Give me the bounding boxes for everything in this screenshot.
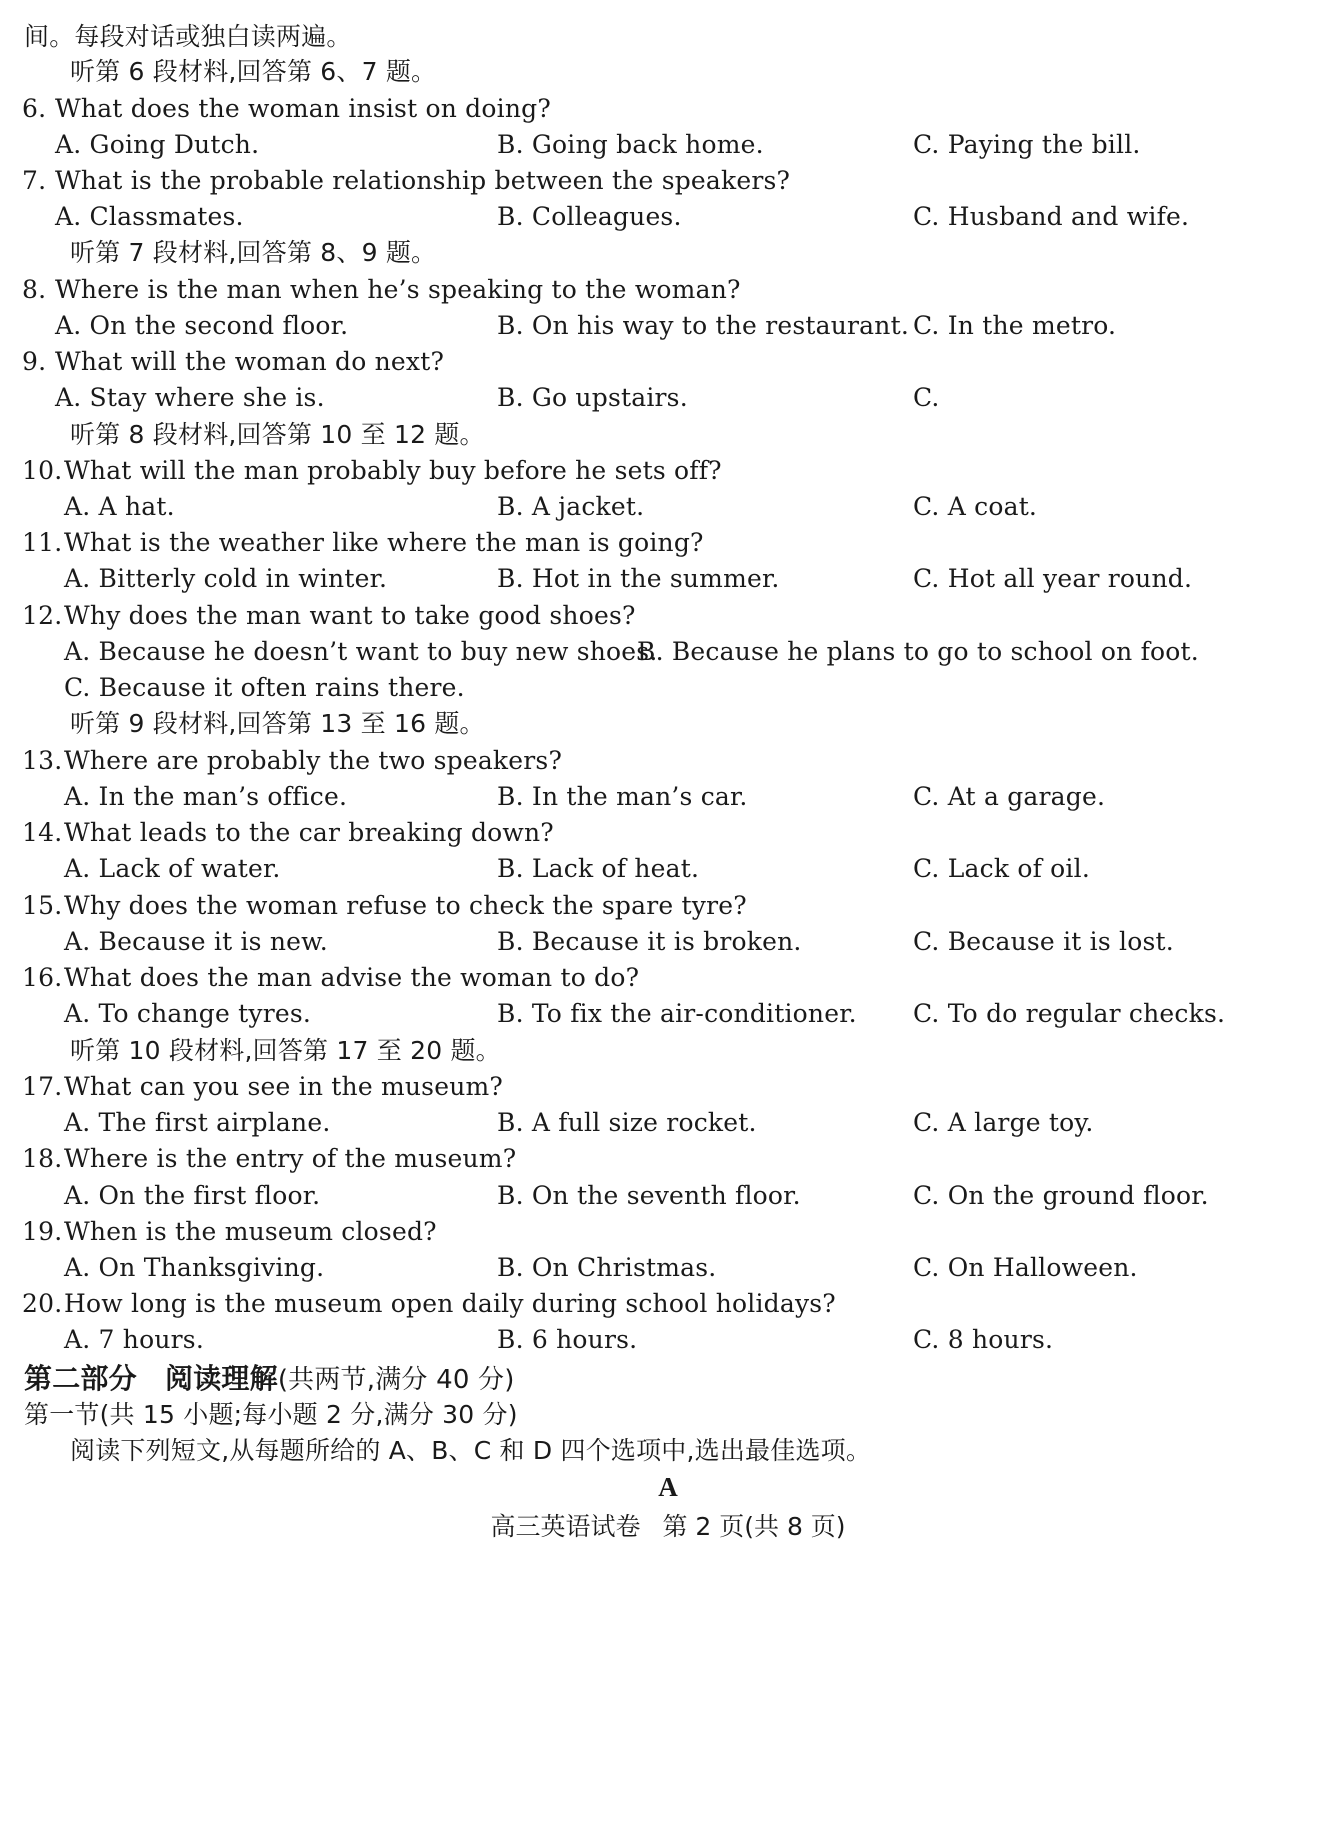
option-b: B. To fix the air-conditioner. bbox=[497, 999, 857, 1028]
question-number: 14. bbox=[22, 818, 63, 847]
option-c: C. A large toy. bbox=[913, 1108, 1094, 1137]
option-b: B. 6 hours. bbox=[497, 1325, 638, 1354]
option-b: B. In the man’s car. bbox=[497, 782, 748, 811]
option-b: B. On the seventh floor. bbox=[497, 1181, 801, 1210]
option-a: A. Because he doesn’t want to buy new shoes. bbox=[64, 637, 658, 666]
question-text: Where is the entry of the museum? bbox=[64, 1144, 517, 1173]
section-instruction: 听第 7 段材料,回答第 8、9 题。 bbox=[70, 238, 437, 267]
footer-page: 第 2 页(共 8 页) bbox=[662, 1512, 846, 1541]
option-a: A. On the second floor. bbox=[55, 311, 349, 340]
option-c: C. A coat. bbox=[913, 492, 1038, 521]
question-text: What is the weather like where the man is going? bbox=[64, 528, 704, 557]
option-b: B. Because he plans to go to school on foot. bbox=[637, 637, 1199, 666]
question-number: 6. bbox=[22, 94, 47, 123]
option-a: A. In the man’s office. bbox=[64, 782, 348, 811]
question-text: Where is the man when he’s speaking to the woman? bbox=[55, 275, 741, 304]
question-number: 10. bbox=[22, 456, 63, 485]
option-a: A. Bitterly cold in winter. bbox=[64, 564, 388, 593]
option-b: B. Because it is broken. bbox=[497, 927, 802, 956]
option-a: A. Stay where she is. bbox=[55, 383, 325, 412]
option-a: A. To change tyres. bbox=[64, 999, 312, 1028]
option-a: A. Lack of water. bbox=[64, 854, 281, 883]
section-instruction: 听第 8 段材料,回答第 10 至 12 题。 bbox=[70, 420, 485, 449]
passage-label: A bbox=[658, 1472, 678, 1502]
question-number: 8. bbox=[22, 275, 47, 304]
option-b: B. A full size rocket. bbox=[497, 1108, 757, 1137]
option-a: A. The first airplane. bbox=[64, 1108, 331, 1137]
option-b: B. Hot in the summer. bbox=[497, 564, 780, 593]
option-c: C. Husband and wife. bbox=[913, 202, 1190, 231]
question-text: How long is the museum open daily during school holidays? bbox=[64, 1289, 836, 1318]
question-number: 17. bbox=[22, 1072, 63, 1101]
option-b: B. Lack of heat. bbox=[497, 854, 700, 883]
option-c: C. At a garage. bbox=[913, 782, 1106, 811]
footer-title: 高三英语试卷 bbox=[490, 1512, 641, 1541]
part2-heading bbox=[24, 1362, 515, 1397]
part2-title: 第二部分 阅读理解 bbox=[24, 1362, 278, 1395]
question-text: Why does the man want to take good shoes? bbox=[64, 601, 636, 630]
option-c: C. Because it often rains there. bbox=[64, 673, 465, 702]
page-footer bbox=[0, 1507, 1336, 1543]
question-number: 9. bbox=[22, 347, 47, 376]
question-number: 16. bbox=[22, 963, 63, 992]
question-text: What can you see in the museum? bbox=[64, 1072, 504, 1101]
option-c: C. bbox=[913, 383, 940, 412]
option-b: B. A jacket. bbox=[497, 492, 645, 521]
option-a: A. Going Dutch. bbox=[55, 130, 260, 159]
section-instruction: 听第 10 段材料,回答第 17 至 20 题。 bbox=[70, 1036, 501, 1065]
option-b: B. Colleagues. bbox=[497, 202, 682, 231]
question-number: 7. bbox=[22, 166, 47, 195]
option-a: A. A hat. bbox=[64, 492, 175, 521]
option-c: C. Paying the bill. bbox=[913, 130, 1141, 159]
question-text: What leads to the car breaking down? bbox=[64, 818, 554, 847]
question-number: 18. bbox=[22, 1144, 63, 1173]
question-text: What will the man probably buy before he sets off? bbox=[64, 456, 722, 485]
option-c: C. Hot all year round. bbox=[913, 564, 1193, 593]
option-c: C. To do regular checks. bbox=[913, 999, 1226, 1028]
option-c: C. In the metro. bbox=[913, 311, 1117, 340]
question-text: What is the probable relationship between the speakers? bbox=[55, 166, 791, 195]
question-number: 19. bbox=[22, 1217, 63, 1246]
option-c: C. Because it is lost. bbox=[913, 927, 1174, 956]
question-number: 11. bbox=[22, 528, 63, 557]
question-text: What does the woman insist on doing? bbox=[55, 94, 551, 123]
option-a: A. On the first floor. bbox=[64, 1181, 321, 1210]
question-number: 20. bbox=[22, 1289, 63, 1318]
intro-tail: 间。每段对话或独白读两遍。 bbox=[24, 22, 352, 51]
question-text: When is the museum closed? bbox=[64, 1217, 437, 1246]
question-number: 15. bbox=[22, 891, 63, 920]
option-b: B. On his way to the restaurant. bbox=[497, 311, 909, 340]
question-text: Why does the woman refuse to check the spare tyre? bbox=[64, 891, 747, 920]
question-number: 13. bbox=[22, 746, 63, 775]
part2-instruction: 阅读下列短文,从每题所给的 A、B、C 和 D 四个选项中,选出最佳选项。 bbox=[70, 1436, 872, 1465]
section-instruction: 听第 6 段材料,回答第 6、7 题。 bbox=[70, 57, 437, 86]
option-a: A. Because it is new. bbox=[64, 927, 328, 956]
option-b: B. Going back home. bbox=[497, 130, 764, 159]
option-a: A. On Thanksgiving. bbox=[64, 1253, 325, 1282]
question-text: What does the man advise the woman to do? bbox=[64, 963, 640, 992]
part2-section1: 第一节(共 15 小题;每小题 2 分,满分 30 分) bbox=[24, 1400, 518, 1429]
option-a: A. 7 hours. bbox=[64, 1325, 204, 1354]
option-c: C. On Halloween. bbox=[913, 1253, 1138, 1282]
question-text: Where are probably the two speakers? bbox=[64, 746, 563, 775]
option-c: C. 8 hours. bbox=[913, 1325, 1054, 1354]
question-text: What will the woman do next? bbox=[55, 347, 445, 376]
option-c: C. Lack of oil. bbox=[913, 854, 1090, 883]
option-a: A. Classmates. bbox=[55, 202, 244, 231]
part2-subtitle: (共两节,满分 40 分) bbox=[277, 1365, 515, 1395]
option-c: C. On the ground floor. bbox=[913, 1181, 1209, 1210]
section-instruction: 听第 9 段材料,回答第 13 至 16 题。 bbox=[70, 709, 485, 738]
option-b: B. Go upstairs. bbox=[497, 383, 688, 412]
question-number: 12. bbox=[22, 601, 63, 630]
option-b: B. On Christmas. bbox=[497, 1253, 717, 1282]
